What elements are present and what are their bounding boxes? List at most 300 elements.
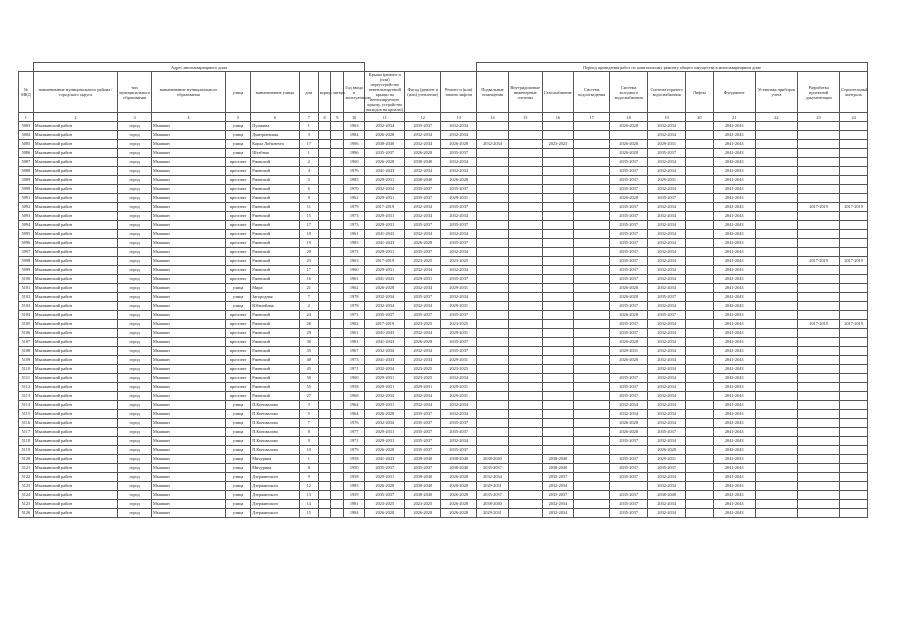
table-cell: Ржевский (251, 275, 300, 284)
table-cell: 2035-2037 (610, 320, 648, 329)
table-cell (331, 176, 344, 185)
table-cell: 2032-2034 (648, 284, 686, 293)
table-cell (477, 239, 509, 248)
table-cell: 50 (299, 374, 318, 383)
table-cell: Мышкин (152, 383, 226, 392)
column-header: наименование муниципального образования (152, 72, 226, 113)
table-cell: 2038-2040 (542, 464, 574, 473)
table-cell: 2029-2031 (441, 194, 477, 203)
table-cell: город (118, 212, 152, 221)
table-cell: город (118, 464, 152, 473)
table-cell: Мышкин (152, 239, 226, 248)
table-cell: город (118, 131, 152, 140)
column-number: 14 (477, 113, 509, 122)
table-cell: 2017-2019 (798, 320, 840, 329)
table-cell: улица (225, 482, 250, 491)
table-cell: 5084 (19, 131, 34, 140)
table-cell (574, 473, 610, 482)
table-cell (508, 338, 542, 347)
table-cell (755, 284, 797, 293)
column-number: 1 (19, 113, 34, 122)
table-cell: 5100 (19, 275, 34, 284)
table-cell: 2041-2043 (365, 239, 405, 248)
table-cell: 2041-2043 (713, 176, 755, 185)
table-cell: Мышкинский район (33, 293, 117, 302)
table-cell (542, 122, 574, 131)
table-cell: П.Коновалова (251, 437, 300, 446)
table-cell (331, 356, 344, 365)
column-number: 3 (118, 113, 152, 122)
table-cell (542, 410, 574, 419)
table-cell: Мышкинский район (33, 428, 117, 437)
table-cell: проспект (225, 347, 250, 356)
table-cell (542, 185, 574, 194)
table-cell: Мышкинский район (33, 401, 117, 410)
table-cell (840, 149, 868, 158)
table-cell: 2041-2043 (713, 329, 755, 338)
table-cell (755, 464, 797, 473)
table-cell (542, 266, 574, 275)
table-cell (574, 176, 610, 185)
table-cell (840, 383, 868, 392)
table-cell: город (118, 284, 152, 293)
table-cell (318, 329, 331, 338)
table-cell: 2032-2034 (441, 131, 477, 140)
table-row (19, 185, 868, 194)
table-cell: Мышкин (152, 149, 226, 158)
table-cell (508, 167, 542, 176)
table-row (19, 230, 868, 239)
table-cell: 7 (299, 293, 318, 302)
table-cell (755, 455, 797, 464)
table-cell: город (118, 248, 152, 257)
table-cell (755, 212, 797, 221)
table-cell: 2041-2043 (713, 185, 755, 194)
table-cell (508, 500, 542, 509)
table-cell (798, 401, 840, 410)
table-cell (574, 185, 610, 194)
table-cell: город (118, 149, 152, 158)
column-header: Система горячего водоснабжения (648, 72, 686, 113)
table-cell: 2032-2034 (441, 374, 477, 383)
table-cell: 2041-2043 (713, 149, 755, 158)
table-cell (798, 419, 840, 428)
table-cell: 2032-2034 (405, 212, 441, 221)
table-cell: Мышкин (152, 131, 226, 140)
table-cell: 24 (299, 311, 318, 320)
table-cell (798, 374, 840, 383)
table-cell (574, 410, 610, 419)
table-cell: 2041-2043 (713, 194, 755, 203)
table-cell (686, 266, 713, 275)
table-cell: город (118, 347, 152, 356)
table-cell (542, 383, 574, 392)
table-cell: Ржевский (251, 185, 300, 194)
table-cell (542, 131, 574, 140)
table-cell: 2035-2037 (648, 194, 686, 203)
table-cell (574, 437, 610, 446)
table-cell (331, 392, 344, 401)
table-cell (574, 311, 610, 320)
table-cell: Ржевский (251, 347, 300, 356)
table-cell (331, 437, 344, 446)
table-cell: 1979 (344, 446, 365, 455)
table-cell (318, 428, 331, 437)
table-cell: 1958 (344, 383, 365, 392)
table-cell: 5123 (19, 482, 34, 491)
table-cell: 2029-2031 (477, 482, 509, 491)
table-cell (542, 419, 574, 428)
table-cell: 2041-2043 (713, 131, 755, 140)
table-cell (477, 212, 509, 221)
table-cell: 2038-2040 (441, 455, 477, 464)
table-cell (755, 347, 797, 356)
table-cell: Мышкинский район (33, 446, 117, 455)
table-cell: Ржевский (251, 176, 300, 185)
table-cell: Мышкин (152, 275, 226, 284)
table-cell: 5121 (19, 464, 34, 473)
table-cell: Мышкинский район (33, 383, 117, 392)
table-cell: Мышкин (152, 167, 226, 176)
table-cell (840, 347, 868, 356)
table-cell: 1967 (344, 347, 365, 356)
table-cell (331, 464, 344, 473)
table-cell: 2035-2037 (610, 230, 648, 239)
table-cell: город (118, 509, 152, 518)
table-cell: Мышкинский район (33, 356, 117, 365)
table-cell (840, 185, 868, 194)
table-cell (318, 419, 331, 428)
table-row (19, 122, 868, 131)
table-cell: 2026-2028 (610, 149, 648, 158)
table-cell: 1963 (344, 122, 365, 131)
table-cell: Мышкинский район (33, 203, 117, 212)
column-number: 16 (542, 113, 574, 122)
table-cell: 2041-2043 (713, 266, 755, 275)
table-cell (798, 311, 840, 320)
table-row (19, 221, 868, 230)
table-cell: 1971 (344, 248, 365, 257)
table-row (19, 437, 868, 446)
table-cell: город (118, 428, 152, 437)
table-cell: 2035-2037 (610, 266, 648, 275)
table-cell: 2035-2037 (365, 149, 405, 158)
table-cell (542, 293, 574, 302)
table-cell (318, 437, 331, 446)
table-cell: проспект (225, 275, 250, 284)
table-cell: 2026-2028 (441, 500, 477, 509)
table-cell (798, 491, 840, 500)
table-cell (542, 347, 574, 356)
table-cell (477, 284, 509, 293)
table-cell: 2023-2025 (365, 500, 405, 509)
table-cell: 2035-2037 (365, 491, 405, 500)
table-cell: 1961 (344, 329, 365, 338)
table-cell: 2035-2037 (405, 419, 441, 428)
address-group-header: Адрес многоквартирного дома (33, 63, 364, 72)
table-cell (331, 149, 344, 158)
table-cell: улица (225, 455, 250, 464)
table-cell: 1962 (344, 194, 365, 203)
table-cell: 2035-2037 (441, 428, 477, 437)
table-cell (686, 320, 713, 329)
table-cell: 2026-2028 (405, 509, 441, 518)
table-cell (755, 509, 797, 518)
table-cell (840, 239, 868, 248)
table-cell (477, 293, 509, 302)
table-cell: Мышкин (152, 140, 226, 149)
table-cell (542, 230, 574, 239)
column-number: 23 (798, 113, 840, 122)
table-cell: Мышкинский район (33, 230, 117, 239)
table-cell: улица (225, 302, 250, 311)
table-row (19, 158, 868, 167)
table-cell: проспект (225, 374, 250, 383)
table-cell: 2029-2031 (365, 437, 405, 446)
table-cell (477, 419, 509, 428)
table-cell: 2032-2034 (405, 356, 441, 365)
table-cell: Мира (251, 284, 300, 293)
table-cell: 2035-2037 (405, 293, 441, 302)
table-cell (686, 419, 713, 428)
column-number: 21 (713, 113, 755, 122)
table-cell: 2035-2037 (648, 293, 686, 302)
table-cell: 2032-2034 (441, 410, 477, 419)
column-header: улица (225, 72, 250, 113)
table-cell: Мышкин (152, 455, 226, 464)
table-cell: 2035-2037 (441, 311, 477, 320)
table-row (19, 257, 868, 266)
table-cell (798, 428, 840, 437)
table-cell: 1973 (344, 212, 365, 221)
table-cell (574, 383, 610, 392)
table-cell (477, 365, 509, 374)
table-cell: 2041-2043 (713, 383, 755, 392)
table-cell (318, 239, 331, 248)
table-cell: 2038-2040 (542, 455, 574, 464)
table-cell: 2029-2031 (405, 275, 441, 284)
table-cell: улица (225, 428, 250, 437)
table-cell: 5124 (19, 491, 34, 500)
table-cell (686, 473, 713, 482)
table-cell (331, 302, 344, 311)
table-cell: Мышкин (152, 509, 226, 518)
table-cell (798, 176, 840, 185)
table-cell: 27 (299, 392, 318, 401)
table-cell: 2029-2031 (648, 140, 686, 149)
table-cell (331, 212, 344, 221)
table-cell: улица (225, 410, 250, 419)
table-cell: Ржевский (251, 248, 300, 257)
table-cell: город (118, 311, 152, 320)
table-cell: 2029-2031 (365, 401, 405, 410)
table-cell (331, 509, 344, 518)
table-cell: Ржевский (251, 221, 300, 230)
table-cell (542, 338, 574, 347)
table-cell: Ржевский (251, 374, 300, 383)
table-cell: 2032-2034 (648, 401, 686, 410)
table-cell: 2029-2031 (405, 383, 441, 392)
table-cell (686, 401, 713, 410)
table-cell (686, 347, 713, 356)
table-cell (331, 491, 344, 500)
table-cell (508, 365, 542, 374)
table-cell: 2038-2040 (405, 158, 441, 167)
table-cell: 5083 (19, 122, 34, 131)
column-number: 19 (648, 113, 686, 122)
table-cell: 1978 (344, 293, 365, 302)
column-number: 4 (152, 113, 226, 122)
table-cell (331, 482, 344, 491)
table-cell (686, 428, 713, 437)
table-cell: 2029-2031 (441, 383, 477, 392)
table-cell: Мышкинский район (33, 419, 117, 428)
table-row (19, 482, 868, 491)
table-cell: 2032-2034 (648, 473, 686, 482)
table-cell: 2032-2034 (441, 401, 477, 410)
table-cell (331, 365, 344, 374)
table-cell (477, 275, 509, 284)
table-cell (574, 500, 610, 509)
column-number: 20 (686, 113, 713, 122)
table-cell: 2032-2034 (648, 347, 686, 356)
table-cell: проспект (225, 356, 250, 365)
table-cell: город (118, 158, 152, 167)
column-number: 2 (33, 113, 117, 122)
table-cell (798, 356, 840, 365)
table-cell (331, 185, 344, 194)
table-cell: 2035-2037 (405, 446, 441, 455)
table-cell (542, 212, 574, 221)
table-cell: город (118, 275, 152, 284)
table-cell: Мышкин (152, 347, 226, 356)
table-cell (755, 311, 797, 320)
table-cell: Мышкин (152, 221, 226, 230)
table-cell: 1985 (344, 176, 365, 185)
table-cell: 2035-2037 (441, 347, 477, 356)
table-cell (574, 374, 610, 383)
table-cell (686, 500, 713, 509)
table-cell (755, 338, 797, 347)
table-cell: 2026-2028 (441, 482, 477, 491)
table-cell: 1961 (344, 230, 365, 239)
table-cell: 2035-2037 (365, 464, 405, 473)
table-cell: 1984 (344, 509, 365, 518)
table-cell: Дмитриевская (251, 131, 300, 140)
table-cell: 5099 (19, 266, 34, 275)
table-cell (574, 428, 610, 437)
table-cell: 2035-2037 (542, 491, 574, 500)
table-cell (840, 509, 868, 518)
table-row (19, 320, 868, 329)
table-cell (477, 203, 509, 212)
column-header: наименование улицы (251, 72, 300, 113)
table-cell: 2026-2028 (365, 482, 405, 491)
table-cell (686, 248, 713, 257)
table-cell (755, 158, 797, 167)
table-cell: 1971 (344, 365, 365, 374)
table-cell (477, 356, 509, 365)
table-cell: 2041-2043 (713, 167, 755, 176)
table-cell (574, 356, 610, 365)
table-cell: 2041-2043 (713, 320, 755, 329)
table-cell (318, 293, 331, 302)
table-cell (331, 293, 344, 302)
table-cell: 1981 (344, 338, 365, 347)
table-cell (542, 329, 574, 338)
table-cell: Дзержинского (251, 500, 300, 509)
table-cell: 2038-2040 (405, 455, 441, 464)
table-cell (331, 347, 344, 356)
table-cell: Мышкин (152, 464, 226, 473)
table-row (19, 464, 868, 473)
table-cell: 2032-2034 (648, 338, 686, 347)
table-cell: 2026-2028 (610, 428, 648, 437)
table-cell: 1984 (344, 131, 365, 140)
table-cell: город (118, 122, 152, 131)
table-cell: 2041-2043 (713, 509, 755, 518)
table-cell: 5117 (19, 428, 34, 437)
table-cell (508, 230, 542, 239)
table-row (19, 176, 868, 185)
table-cell: 2035-2037 (405, 464, 441, 473)
table-cell (542, 176, 574, 185)
table-cell: 5111 (19, 374, 34, 383)
table-cell: 2032-2034 (542, 482, 574, 491)
table-cell: Мышкин (152, 356, 226, 365)
table-cell: 5105 (19, 320, 34, 329)
table-cell: 7 (299, 419, 318, 428)
table-cell: 5095 (19, 230, 34, 239)
table-cell: 5119 (19, 446, 34, 455)
table-cell: 2032-2034 (648, 482, 686, 491)
table-cell: город (118, 194, 152, 203)
table-cell: 2032-2034 (610, 401, 648, 410)
table-cell: город (118, 419, 152, 428)
table-cell: город (118, 392, 152, 401)
table-cell: 2032-2034 (648, 266, 686, 275)
table-cell (755, 266, 797, 275)
table-cell (840, 158, 868, 167)
table-cell: 2026-2028 (610, 356, 648, 365)
table-cell (318, 365, 331, 374)
table-cell: 2041-2043 (713, 491, 755, 500)
table-cell (508, 302, 542, 311)
table-cell: 2032-2034 (441, 230, 477, 239)
table-cell (755, 482, 797, 491)
table-cell: Мышкин (152, 293, 226, 302)
table-cell: 2041-2043 (713, 428, 755, 437)
table-cell (686, 140, 713, 149)
table-cell: Мышкинский район (33, 482, 117, 491)
table-cell (840, 131, 868, 140)
table-cell: Ржевский (251, 230, 300, 239)
table-cell: Мышкинский район (33, 266, 117, 275)
table-cell (798, 293, 840, 302)
table-cell: Мышкинский район (33, 248, 117, 257)
table-cell (477, 149, 509, 158)
table-cell: 2035-2037 (610, 176, 648, 185)
table-cell: 2035-2037 (405, 194, 441, 203)
table-cell: 2035-2037 (610, 185, 648, 194)
table-cell (331, 167, 344, 176)
column-header: Лифты (686, 72, 713, 113)
table-cell: Загородная (251, 293, 300, 302)
table-cell: 5109 (19, 356, 34, 365)
table-cell: 2035-2037 (610, 248, 648, 257)
table-cell (477, 347, 509, 356)
table-cell (477, 320, 509, 329)
